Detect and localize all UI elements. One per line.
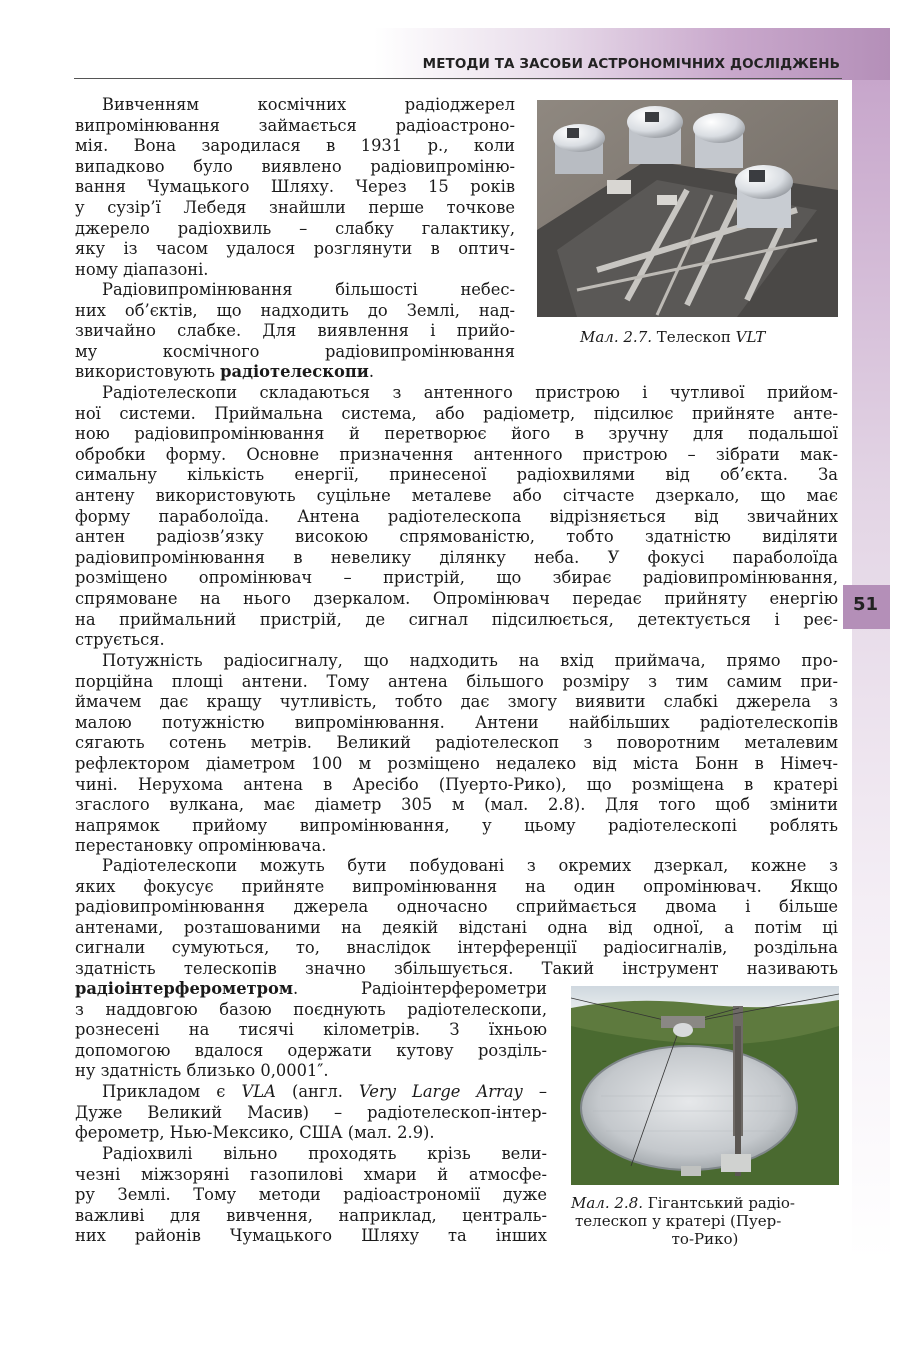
vlt-photo-illustration [537,100,838,317]
caption-line [571,1194,839,1212]
vlt-telescope-photo [537,100,838,317]
text-line: напрямок прийому випромінювання, у цьому радіотелескопі роблять [75,815,838,835]
text-run: – [522,1082,547,1101]
text-line: порційна площі антени. Тому антена більшого розміру з тим самим при- [75,671,838,691]
figure-caption-vlt [580,328,765,346]
text-line: обробки форму. Основне призначення антенного пристрою – зібрати мак- [75,444,838,464]
text-run: (англ. [275,1082,360,1101]
text-line: згаслого вулкана, має діаметр 305 м (мал. 2.8). Для того щоб змінити [75,795,838,815]
text-line: Радіотелескопи можуть бути побудовані з окремих дзеркал, кожне з [102,856,838,875]
text-line: звичайно слабке. Для виявлення і прийо- [75,321,515,341]
text-run: . Радіоінтерферометри [293,979,547,998]
caption-em: VLT [735,328,766,346]
paragraph-5-continued [75,979,547,1082]
caption-line: телескоп у кратері (Пуер- [575,1212,782,1230]
text-line: вання Чумацького Шляху. Через 15 років [75,177,515,197]
text-line: на приймальний пристрій, де сигнал підсилюється, детектується і реє- [75,609,838,629]
text-line: Радіовипромінювання більшості небес- [102,280,515,299]
text-line: перестановку опромінювача. [75,836,327,856]
paragraph-2 [75,280,515,383]
text-line: сигнали сумуються, то, внаслідок інтерференції радіосигналів, роздільна [75,938,838,958]
text-run: . [368,362,374,382]
page-number: 51 [853,594,879,615]
caption-text: Гігантський радіо- [643,1194,795,1212]
text-line: ферометр, Нью-Мексико, США (мал. 2.9). [75,1123,435,1143]
paragraph-6 [75,1082,547,1144]
text-line: джерело радіохвиль – слабку галактику, [75,218,515,238]
caption-text: Телескоп [652,328,736,346]
text-line: важливі для вивчення, наприклад, централь- [75,1205,547,1225]
text-line: струється. [75,630,165,650]
running-header: МЕТОДИ ТА ЗАСОБИ АСТРОНОМІЧНИХ ДОСЛІДЖЕНЬ [422,56,840,72]
text-line: у сузір’ї Лебедя знайшли перше точкове [75,197,515,217]
text-line [75,1082,547,1103]
term-radiotelescopes: радіотелескопи [220,362,369,382]
text-run: використовують [75,362,221,382]
text-line: них районів Чумацького Шляху та інших [75,1226,547,1246]
header-band [0,28,890,80]
text-line: випадково було виявлено радіовипроміню- [75,156,515,176]
paragraph-1 [75,95,515,280]
text-line [75,979,547,1000]
figure-caption-arecibo [571,1194,839,1248]
text-line: Радіохвилі вільно проходять крізь вели- [102,1144,547,1163]
vla-abbrev: VLA [241,1082,276,1101]
figure-label: Мал. 2.7. [580,328,653,346]
text-line: яку із часом удалося розглянути в оптич- [75,239,515,259]
text-line: Радіотелескопи складаються з антенного пристрою і чутливої прийом- [102,383,838,402]
text-line: ну здатність близько 0,0001″. [75,1061,329,1081]
side-color-band [852,80,890,1260]
text-line: сягають сотень метрів. Великий радіотелескоп з поворотним металевим [75,733,838,753]
arecibo-photo-illustration [571,986,839,1185]
text-line: радіовипромінювання джерела одночасно сприймається двома і більше [75,897,838,917]
text-line: яких фокусує прийняте випромінювання на один опромінювач. Якщо [75,876,838,896]
text-run: Прикладом є [102,1082,242,1101]
header-rule [74,78,842,79]
text-line: рефлектором діаметром 100 м розміщено недалеко від міста Бонн в Німеч- [75,753,838,773]
text-line: антенами, розташованими на деякій відстані одна від одної, а потім ці [75,917,838,937]
paragraph-7 [75,1144,547,1247]
figure-label: Мал. 2.8. [571,1194,644,1212]
text-line: з наддовгою базою поєднують радіотелескопи, [75,999,547,1019]
text-line [75,362,515,383]
text-line: чині. Нерухома антена в Аресібо (Пуерто-Рико), що розміщена в кратері [75,774,838,794]
text-line: мія. Вона зародилася в 1931 р., коли [75,136,515,156]
arecibo-telescope-photo [571,986,839,1185]
text-line: Потужність радіосигналу, що надходить на вхід приймача, прямо про- [102,651,838,670]
term-radiointerferometer: радіоінтерферометром [75,979,294,998]
text-line: му космічного радіовипромінювання [75,341,515,361]
text-line: ної системи. Приймальна система, або радіометр, підсилює прийняте анте- [75,403,838,423]
vla-english-name: Very Large Array [359,1082,523,1101]
text-line: симальну кількість енергії, принесеної радіохвилями від об’єкта. За [75,465,838,485]
text-line: форму параболоїда. Антена радіотелескопа відрізняється від звичайних [75,506,838,526]
text-line: Дуже Великий Масив) – радіотелескоп-інтер- [75,1102,547,1122]
text-line: Вивченням космічних радіоджерел [102,95,515,114]
caption-line: то-Рико) [671,1230,739,1248]
text-line: них об’єктів, що надходить до Землі, над- [75,300,515,320]
text-line: ймачем дає кращу чутливість, тобто дає змогу виявити слабкі джерела з [75,692,838,712]
paragraph-5 [75,856,838,980]
text-line: малою потужністю випромінювання. Антени найбільших радіотелескопів [75,712,838,732]
paragraph-4 [75,651,838,857]
text-line: ному діапазоні. [75,259,209,279]
text-line: рознесені на тисячі кілометрів. З їхньою [75,1020,547,1040]
text-line: антен радіозв’язку високою спрямованістю, тобто здатністю виділяти [75,527,838,547]
text-line: чезні міжзоряні газопилові хмари й атмосфе- [75,1164,547,1184]
text-line: допомогою вдалося одержати кутову розділь- [75,1040,547,1060]
text-line: радіовипромінювання в невелику ділянку неба. У фокусі параболоїда [75,547,838,567]
text-line: спрямоване на нього дзеркалом. Опромінювач передає прийняту енергію [75,588,838,608]
text-line: антену використовують суцільне металеве або сітчасте дзеркало, що має [75,485,838,505]
text-line: розміщено опромінювач – пристрій, що збирає радіовипромінювання, [75,568,838,588]
text-line: ру Землі. Тому методи радіоастрономії дуже [75,1185,547,1205]
paragraph-3 [75,383,838,651]
text-line: ною радіовипромінювання й перетворює його в зручну для подальшої [75,424,838,444]
text-line: здатність телескопів значно збільшується. Такий інструмент називають [75,958,838,978]
text-line: випромінювання займається радіоастроно- [75,115,515,135]
